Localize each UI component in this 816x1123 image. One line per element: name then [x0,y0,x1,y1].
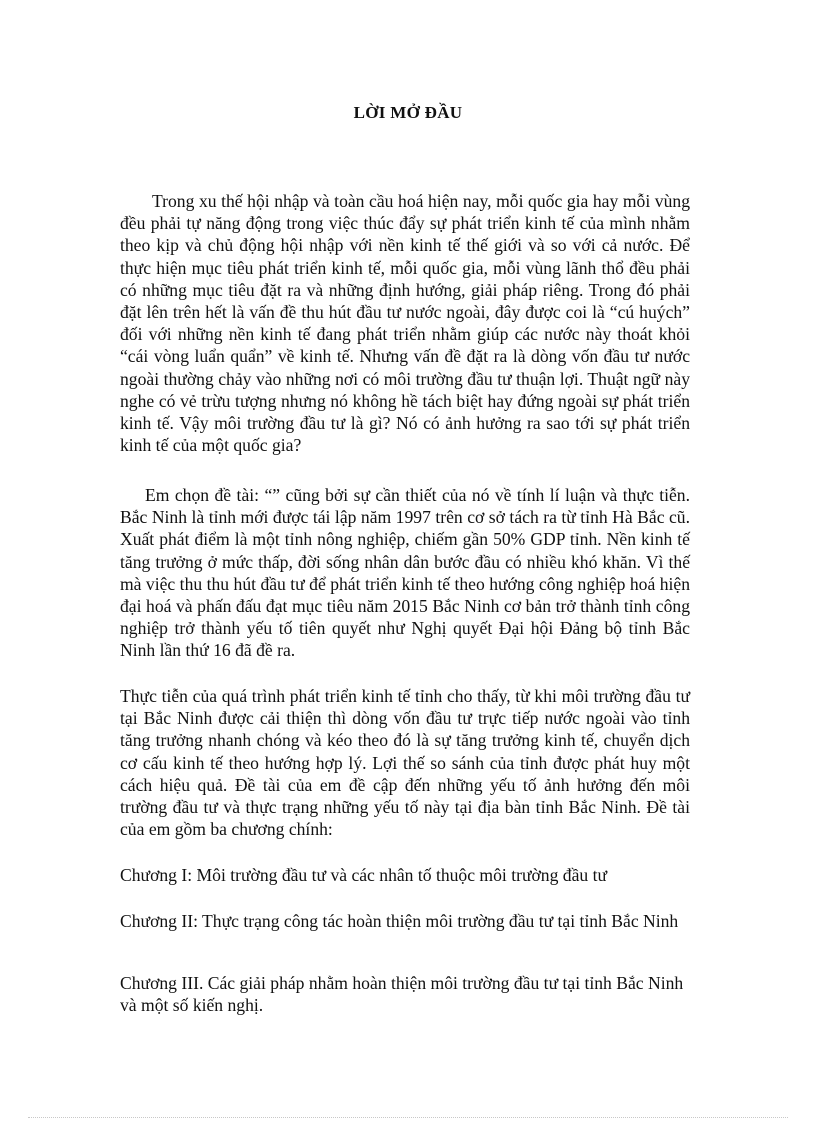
chapter-1-line: Chương I: Môi trường đầu tư và các nhân tố thuộc môi trường đầu tư [120,865,608,885]
chapter-2-line: Chương II: Thực trạng công tác hoàn thiện môi trường đầu tư tại tỉnh Bắc Ninh [120,911,679,931]
intro-paragraph-3: Thực tiễn của quá trình phát triển kinh tế tỉnh cho thấy, từ khi môi trường đầu tư tại Bắc Ninh được cải thiện thì dòng vốn đầu tư trực tiếp nước ngoài vào tỉnh tăng trưởng nhanh chóng và kéo theo đó là sự tăng trưởng kinh tế, chuyển dịch cơ cấu kinh tế theo hướng hợp lý. Lợi thế so sánh của tỉnh được phát huy một cách hiệu quả. Đề tài của em đề cập đến những yếu tố ảnh hưởng đến môi trường đầu tư và thực trạng những yếu tố này tại địa bàn tỉnh Bắc Ninh. Đề tài của em gồm ba chương chính: [120,686,690,840]
footer-dotted-rule [28,1117,788,1118]
intro-paragraph-1: Trong xu thế hội nhập và toàn cầu hoá hiện nay, mỗi quốc gia hay mỗi vùng đều phải tự năng động trong việc thúc đẩy sự phát triển kinh tế của mình nhằm theo kịp và chủ động hội nhập với nền kinh tế thế giới và so với cả nước. Để thực hiện mục tiêu phát triển kinh tế, mỗi quốc gia, mỗi vùng lãnh thổ đều phải có những mục tiêu đặt ra và những định hướng, giải pháp riêng. Trong đó phải đặt lên trên hết là vấn đề thu hút đầu tư nước ngoài, đây được coi là “cú huých” đối với những nền kinh tế đang phát triển nhằm giúp các nước này thoát khỏi “cái vòng luẩn quẩn” về kinh tế. Nhưng vấn đề đặt ra là dòng vốn đầu tư nước ngoài thường chảy vào những nơi có môi trường đầu tư thuận lợi. Thuật ngữ này nghe có vẻ trừu tượng nhưng nó không hề tách biệt hay đứng ngoài sự phát triển kinh tế. Vậy môi trường đầu tư là gì? Nó có ảnh hưởng ra sao tới sự phát triển kinh tế của một quốc gia? [120,191,690,456]
page-title: LỜI MỞ ĐẦU [353,103,463,122]
chapter-3-line: Chương III. Các giải pháp nhằm hoàn thiện môi trường đầu tư tại tỉnh Bắc Ninh và một số kiến nghị. [120,973,684,1016]
intro-paragraph-2: Em chọn đề tài: “” cũng bởi sự cần thiết của nó về tính lí luận và thực tiễn. Bắc Ninh là tỉnh mới được tái lập năm 1997 trên cơ sở tách ra từ tỉnh Hà Bắc cũ. Xuất phát điểm là một tỉnh nông nghiệp, chiếm gần 50% GDP tỉnh. Nền kinh tế tăng trưởng ở mức thấp, đời sống nhân dân bước đầu có nhiều khó khăn. Vì thế mà việc thu thu hút đầu tư để phát triển kinh tế theo hướng công nghiệp hoá hiện đại hoá và phấn đấu đạt mục tiêu năm 2015 Bắc Ninh cơ bản trở thành tỉnh công nghiệp trở thành yếu tố tiên quyết như Nghị quyết Đại hội Đảng bộ tỉnh Bắc Ninh lần thứ 16 đã đề ra. [120,485,690,661]
